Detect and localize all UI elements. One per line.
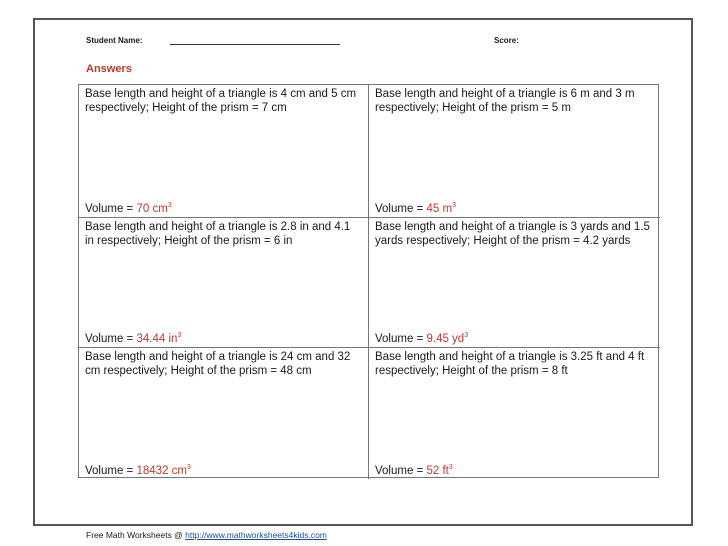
volume-label: Volume = bbox=[375, 203, 424, 215]
volume-answer bbox=[375, 199, 456, 216]
footer-prefix: Free Math Worksheets @ bbox=[86, 530, 186, 540]
footer-link[interactable]: http://www.mathworksheets4kids.com bbox=[185, 530, 327, 540]
volume-answer bbox=[85, 329, 181, 346]
problem-text: Base length and height of a triangle is 3 yards and 1.5 yards respectively; Height of the prism = 4.2 yards bbox=[375, 221, 650, 247]
student-name-line bbox=[170, 44, 340, 45]
volume-label: Volume = bbox=[85, 465, 134, 477]
volume-answer bbox=[375, 329, 468, 346]
problem-cell-4 bbox=[369, 218, 660, 348]
volume-label: Volume = bbox=[375, 465, 424, 477]
answers-title: Answers bbox=[86, 63, 132, 75]
problem-cell-1 bbox=[79, 85, 369, 218]
volume-answer bbox=[85, 199, 172, 216]
volume-answer bbox=[375, 461, 453, 478]
problem-text: Base length and height of a triangle is 2.8 in and 4.1 in respectively; Height of the prism = 6 in bbox=[85, 221, 351, 247]
problem-cell-6 bbox=[369, 348, 660, 479]
volume-label: Volume = bbox=[85, 203, 134, 215]
footer bbox=[86, 530, 327, 540]
problem-text: Base length and height of a triangle is 24 cm and 32 cm respectively; Height of the prism = 48 cm bbox=[85, 351, 351, 377]
problem-text: Base length and height of a triangle is 3.25 ft and 4 ft respectively; Height of the prism = 8 ft bbox=[375, 351, 645, 377]
volume-value: 9.45 $yd^3$ bbox=[426, 332, 469, 345]
volume-value: 18432 $cm^3$ bbox=[136, 464, 191, 477]
volume-value: 52 $ft^3$ bbox=[426, 464, 453, 477]
volume-value: 70 $cm^3$ bbox=[136, 202, 172, 215]
problem-text: Base length and height of a triangle is 4 cm and 5 cm respectively; Height of the prism = 7 cm bbox=[85, 88, 357, 114]
student-name-label: Student Name: bbox=[86, 36, 143, 45]
volume-label: Volume = bbox=[375, 333, 424, 345]
problem-cell-5 bbox=[79, 348, 369, 479]
score-label: Score: bbox=[494, 36, 519, 45]
volume-value: 34.44 $in^3$ bbox=[136, 332, 182, 345]
problem-cell-3 bbox=[79, 218, 369, 348]
answers-grid bbox=[78, 84, 659, 478]
volume-value: 45 $m^3$ bbox=[426, 202, 456, 215]
problem-cell-2 bbox=[369, 85, 660, 218]
problem-text: Base length and height of a triangle is 6 m and 3 m respectively; Height of the prism = 5 m bbox=[375, 88, 635, 114]
volume-label: Volume = bbox=[85, 333, 134, 345]
volume-answer bbox=[85, 461, 191, 478]
